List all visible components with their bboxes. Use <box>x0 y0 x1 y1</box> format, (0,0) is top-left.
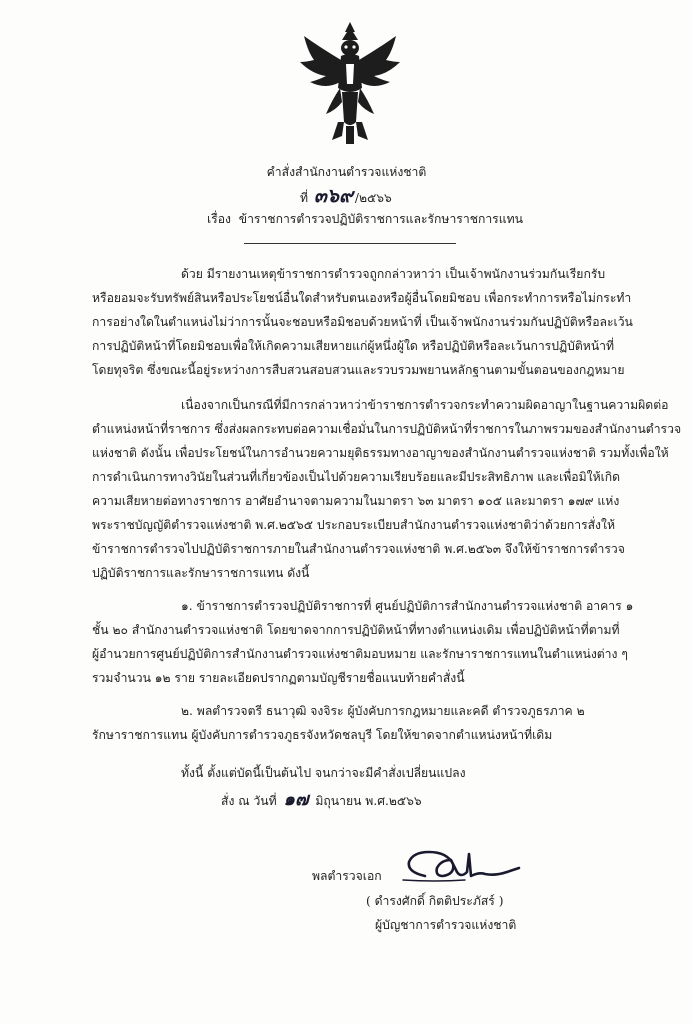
para2-line: ตำแหน่งหน้าที่ราชการ ซึ่งส่งผลกระทบต่อความเชื่อมั่นในการปฏิบัติหน้าที่ราชการในภาพรวมของสำนักงานตำรวจ <box>92 422 682 436</box>
effective-clause: ทั้งนี้ ตั้งแต่บัดนี้เป็นต้นไป จนกว่าจะมีคำสั่งเปลี่ยนแปลง <box>181 766 466 780</box>
order-number <box>300 185 392 207</box>
order-number-handwritten: ๓๖๙ <box>313 185 353 207</box>
para2-line: เนื่องจากเป็นกรณีที่มีการกล่าวหาว่าข้าราชการตำรวจกระทำความผิดอาญาในฐานความผิดต่อ <box>181 398 669 412</box>
item2-line: ๒. พลตำรวจตรี ธนาวุฒิ จงจิระ ผู้บังคับการกฎหมายและคดี ตำรวจภูธรภาค ๒ <box>181 704 585 718</box>
signature <box>395 846 525 888</box>
item1-line: ผู้อำนวยการศูนย์ปฏิบัติการสำนักงานตำรวจแห่งชาติมอบหมาย และรักษาราชการแทนในตำแหน่งต่าง ๆ <box>92 647 628 661</box>
item1-line: รวมจำนวน ๑๒ ราย รายละเอียดปรากฏตามบัญชีรายชื่อแนบท้ายคำสั่งนี้ <box>92 671 465 685</box>
para1-line: ด้วย มีรายงานเหตุข้าราชการตำรวจถูกกล่าวหาว่า เป็นเจ้าพนักงานร่วมกันเรียกรับ <box>181 267 606 281</box>
order-date-prefix: สั่ง ณ วันที่ <box>221 794 277 808</box>
para1-line: โดยทุจริต ซึ่งขณะนี้อยู่ระหว่างการสืบสวนสอบสวนและรวบรวมพยานหลักฐานตามขั้นตอนของกฎหมาย <box>92 363 625 377</box>
order-number-prefix: ที่ <box>300 191 309 205</box>
garuda-emblem <box>296 18 404 148</box>
para1-line: การอย่างใดในตำแหน่งไม่ว่าการนั้นจะชอบหรือมิชอบด้วยหน้าที่ เป็นเจ้าพนักงานร่วมกันปฏิบัติหรือละเว้น <box>92 315 633 329</box>
subject-label: เรื่อง <box>207 212 231 226</box>
para1-line: การปฏิบัติหน้าที่โดยมิชอบเพื่อให้เกิดความเสียหายแก่ผู้หนึ่งผู้ใด หรือปฏิบัติหรือละเว้นการปฏิบัติหน้าที่ <box>92 339 615 353</box>
signer-name: ( ดำรงศักดิ์ กิตติประภัสร์ ) <box>366 894 504 908</box>
header-divider <box>244 243 456 244</box>
item1-line: ชั้น ๒๐ สำนักงานตำรวจแห่งชาติ โดยขาดจากการปฏิบัติหน้าที่ทางตำแหน่งเดิม เพื่อปฏิบัติหน้าที่ตามที่ <box>92 623 620 637</box>
subject-line <box>207 211 523 227</box>
order-date-suffix: มิถุนายน พ.ศ.๒๕๖๖ <box>315 794 422 808</box>
subject-text: ข้าราชการตำรวจปฏิบัติราชการและรักษาราชการแทน <box>238 212 523 226</box>
para2-line: แห่งชาติ ดังนั้น เพื่อประโยชน์ในการอำนวยความยุติธรรมทางอาญาของสำนักงานตำรวจแห่งชาติ รวมทั้งเพื่อให้ <box>92 446 669 460</box>
para2-line: การดำเนินการทางวินัยในส่วนที่เกี่ยวข้องเป็นไปด้วยความเรียบร้อยและมีประสิทธิภาพ และเพื่อมิให้เกิด <box>92 470 621 484</box>
para2-line: ข้าราชการตำรวจไปปฏิบัติราชการภายในสำนักงานตำรวจแห่งชาติ พ.ศ.๒๕๖๓ จึงให้ข้าราชการตำรวจ <box>92 542 625 556</box>
signer-rank: พลตำรวจเอก <box>312 869 382 883</box>
order-title: คำสั่งสำนักงานตำรวจแห่งชาติ <box>266 165 427 179</box>
item2-line: รักษาราชการแทน ผู้บังคับการตำรวจภูธรจังหวัดชลบุรี โดยให้ขาดจากตำแหน่งหน้าที่เดิม <box>92 728 553 742</box>
para1-line: หรือยอมจะรับทรัพย์สินหรือประโยชน์อื่นใดสำหรับตนเองหรือผู้อื่นโดยมิชอบ เพื่อกระทำการหรือไม่กระทำ <box>92 291 632 305</box>
signer-position: ผู้บัญชาการตำรวจแห่งชาติ <box>375 918 517 932</box>
order-date <box>221 789 422 810</box>
item1-line: ๑. ข้าราชการตำรวจปฏิบัติราชการที่ ศูนย์ปฏิบัติการสำนักงานตำรวจแห่งชาติ อาคาร ๑ <box>181 599 634 613</box>
order-day-handwritten: ๑๗ <box>283 789 309 810</box>
order-number-suffix: /๒๕๖๖ <box>354 191 392 205</box>
para2-line: ความเสียหายต่อทางราชการ อาศัยอำนาจตามความในมาตรา ๖๓ มาตรา ๑๐๕ และมาตรา ๑๗๙ แห่ง <box>92 494 620 508</box>
para2-line: ปฏิบัติราชการและรักษาราชการแทน ดังนี้ <box>92 566 310 580</box>
para2-line: พระราชบัญญัติตำรวจแห่งชาติ พ.ศ.๒๕๖๕ ประกอบระเบียบสำนักงานตำรวจแห่งชาติว่าด้วยการสั่งให้ <box>92 518 615 532</box>
